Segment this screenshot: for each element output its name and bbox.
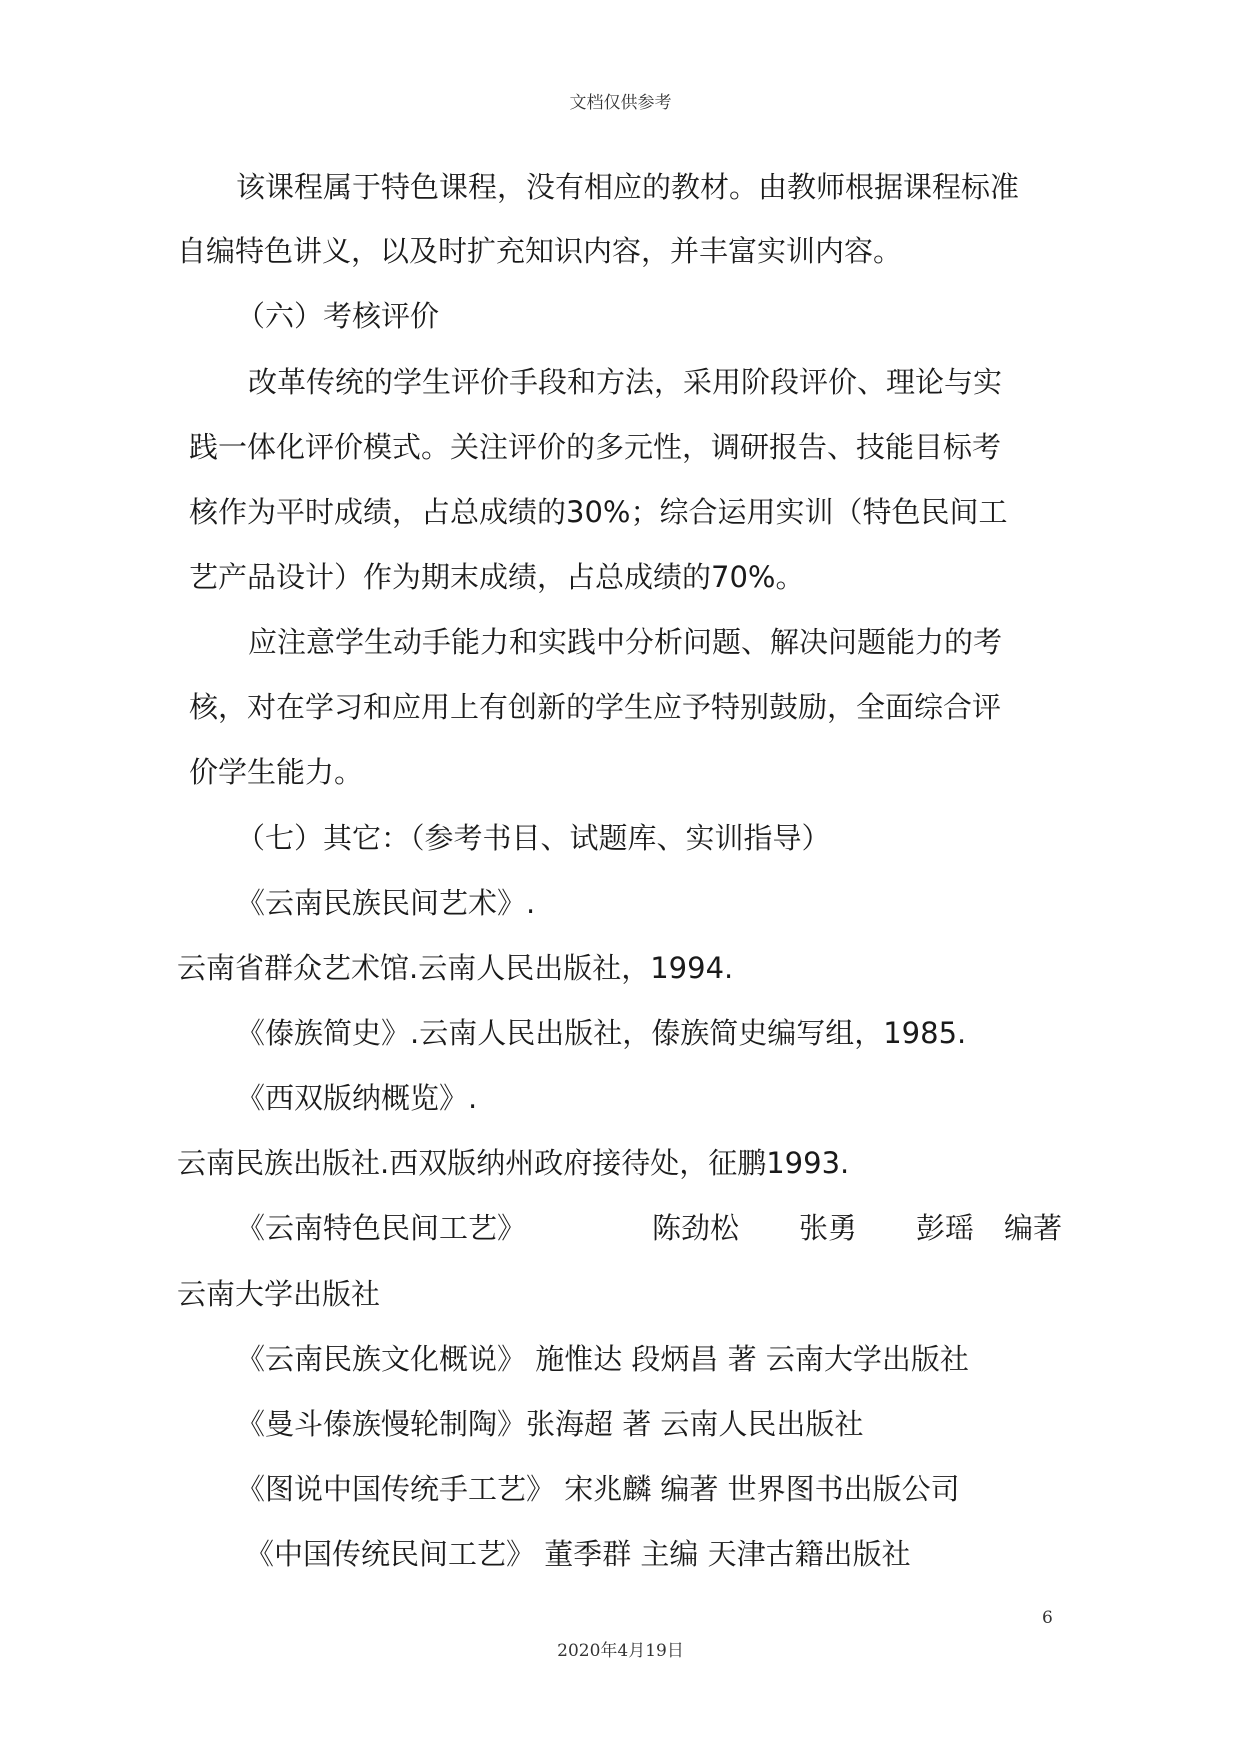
body-line: 该课程属于特色课程，没有相应的教材。由教师根据课程标准 (236, 170, 1020, 204)
reference-line: 《傣族简史》.云南人民出版社，傣族简史编写组，1985. (236, 1016, 967, 1050)
section-heading: （七）其它：（参考书目、试题库、实训指导） (236, 821, 831, 855)
body-line: 自编特色讲义，以及时扩充知识内容，并丰富实训内容。 (177, 234, 903, 268)
reference-author: 张勇 (799, 1211, 858, 1245)
page-number: 6 (1042, 1608, 1053, 1628)
body-line: 核作为平时成绩，占总成绩的30%；综合运用实训（特色民间工 (189, 495, 1008, 529)
reference-line: 《曼斗傣族慢轮制陶》张海超 著 云南人民出版社 (236, 1407, 864, 1441)
body-line: 核，对在学习和应用上有创新的学生应予特别鼓励，全面综合评 (189, 690, 1002, 724)
body-line: 价学生能力。 (189, 755, 364, 789)
reference-line: 《云南民族民间艺术》. (236, 886, 536, 920)
reference-role: 编著 (1004, 1211, 1063, 1245)
reference-line: 云南民族出版社.西双版纳州政府接待处，征鹏1993. (177, 1146, 850, 1180)
page-header: 文档仅供参考 (569, 93, 672, 113)
section-heading: （六）考核评价 (236, 299, 440, 333)
reference-author: 彭瑶 (916, 1211, 975, 1245)
body-line: 改革传统的学生评价手段和方法，采用阶段评价、理论与实 (248, 365, 1003, 399)
reference-line: 《中国传统民间工艺》 董季群 主编 天津古籍出版社 (245, 1537, 911, 1571)
page-footer-date: 2020年4月19日 (557, 1641, 684, 1661)
body-line: 应注意学生动手能力和实践中分析问题、解决问题能力的考 (248, 625, 1003, 659)
body-line: 艺产品设计）作为期末成绩，占总成绩的70%。 (189, 560, 805, 594)
reference-line: 云南大学出版社 (177, 1277, 381, 1311)
reference-line: 云南省群众艺术馆.云南人民出版社，1994. (177, 951, 734, 985)
body-line: 践一体化评价模式。关注评价的多元性，调研报告、技能目标考 (189, 430, 1002, 464)
reference-author: 陈劲松 (652, 1211, 740, 1245)
reference-title: 《云南特色民间工艺》 (236, 1211, 527, 1245)
reference-line: 《云南民族文化概说》 施惟达 段炳昌 著 云南大学出版社 (236, 1342, 969, 1376)
reference-line: 《西双版纳概览》. (236, 1081, 478, 1115)
reference-line: 《图说中国传统手工艺》 宋兆麟 编著 世界图书出版公司 (236, 1472, 960, 1506)
